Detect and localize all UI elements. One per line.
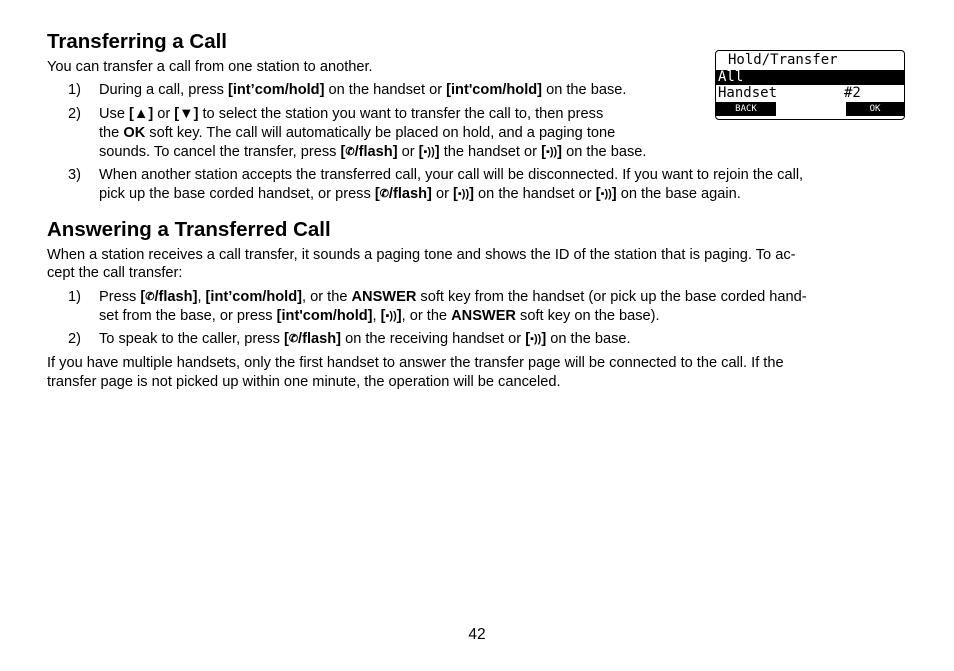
key-speaker — [381, 308, 402, 324]
text: the handset or — [439, 144, 542, 160]
key-label: /flash] — [298, 331, 342, 347]
step-text — [99, 144, 646, 161]
section-intro: When a station receives a call transfer, it sounds a paging tone and shows the ID of the station that is paging. To ac- — [47, 247, 796, 263]
key-talk-flash — [340, 144, 397, 160]
bracket: [ — [374, 186, 380, 202]
text: on the handset or — [473, 186, 596, 202]
speakerphone-icon: ▪)) — [457, 188, 470, 200]
key-talk-flash — [375, 186, 432, 202]
text: set from the base, or press — [99, 308, 277, 324]
text: on the base again. — [616, 186, 741, 202]
step-number: 2) — [68, 106, 81, 122]
bracket: [ — [525, 331, 531, 347]
lcd-title: Hold/Transfer — [728, 52, 838, 68]
step-text — [99, 331, 631, 348]
bracket: [ — [595, 186, 601, 202]
bracket: ] — [611, 186, 617, 202]
step-text — [99, 125, 615, 142]
speakerphone-icon: ▪)) — [545, 146, 558, 158]
bracket: ] — [469, 186, 474, 202]
key-label: /flash] — [354, 144, 398, 160]
step-text — [99, 186, 741, 203]
lcd-row-selected: All — [716, 70, 904, 85]
text: soft key. The call will automatically be placed on hold, and a paging tone — [145, 125, 616, 141]
key-ok: OK — [123, 125, 146, 141]
key-speaker-base — [525, 331, 546, 347]
bracket: [ — [541, 144, 546, 160]
key-label: /flash] — [388, 186, 432, 202]
bracket: ] — [434, 144, 440, 160]
text: or — [431, 186, 453, 202]
down-arrow-icon: [▼] — [174, 106, 199, 122]
speakerphone-icon: ▪)) — [423, 146, 435, 158]
step-text — [99, 308, 660, 325]
phone-handset-icon: ✆ — [345, 146, 355, 158]
step-number: 2) — [68, 331, 81, 347]
text: on the base. — [542, 82, 627, 98]
section-intro: You can transfer a call from one station to another. — [47, 59, 373, 75]
up-arrow-icon: [▲] — [129, 106, 154, 122]
step-text — [99, 106, 603, 123]
step-number: 1) — [68, 82, 81, 98]
softkey-back: BACK — [716, 102, 776, 116]
bracket: [ — [453, 186, 458, 202]
text: soft key on the base). — [515, 308, 660, 324]
text: To speak to the caller, press — [99, 331, 284, 347]
text: on the base. — [546, 331, 631, 347]
key-intcom-hold: [int’com/hold] — [205, 289, 303, 305]
phone-handset-icon: ✆ — [145, 291, 155, 303]
text: or — [153, 106, 175, 122]
text: on the handset or — [324, 82, 447, 98]
key-intcom-hold: [int’com/hold] — [227, 82, 325, 98]
lcd-row-value: #2 — [844, 85, 861, 101]
lcd-row-label: Handset — [718, 85, 778, 101]
speakerphone-icon: ▪)) — [600, 188, 612, 200]
text: on the base. — [562, 144, 647, 160]
key-answer: ANSWER — [451, 308, 516, 324]
section-intro: cept the call transfer: — [47, 265, 183, 281]
phone-handset-icon: ✆ — [288, 333, 299, 345]
text: sounds. To cancel the transfer, press — [99, 144, 341, 160]
phone-handset-icon: ✆ — [379, 188, 389, 200]
section-title-answering: Answering a Transferred Call — [47, 218, 331, 241]
key-answer: ANSWER — [351, 289, 417, 305]
speakerphone-icon: ▪)) — [530, 333, 542, 345]
lcd-display — [715, 50, 905, 120]
page-number: 42 — [468, 626, 486, 643]
bracket: [ — [283, 331, 289, 347]
bracket: ] — [396, 308, 402, 324]
key-talk-flash — [140, 289, 197, 305]
bracket: ] — [557, 144, 563, 160]
text: soft key from the handset (or pick up the base corded hand- — [416, 289, 807, 305]
key-speaker-base — [541, 144, 562, 160]
key-talk-flash — [284, 331, 341, 347]
bracket: [ — [380, 308, 386, 324]
step-text: When another station accepts the transferred call, your call will be disconnected. If you want to rejoin the call, — [99, 167, 804, 183]
speakerphone-icon: ▪)) — [385, 310, 397, 322]
section-outro: transfer page is not picked up within one minute, the operation will be canceled. — [47, 374, 561, 390]
text: During a call, press — [99, 82, 228, 98]
text: Press — [99, 289, 141, 305]
text: , — [197, 289, 206, 305]
text: on the receiving handset or — [341, 331, 526, 347]
text: , — [372, 308, 381, 324]
step-number: 1) — [68, 289, 81, 305]
text: pick up the base corded handset, or press — [99, 186, 375, 202]
text: to select the station you want to transfer the call to, then press — [198, 106, 604, 122]
key-speaker-base — [596, 186, 617, 202]
bracket: [ — [340, 144, 346, 160]
step-text — [99, 82, 626, 99]
bracket: [ — [418, 144, 424, 160]
key-intcom-hold-base: [int'com/hold] — [276, 308, 373, 324]
text: Use — [99, 106, 130, 122]
section-outro: If you have multiple handsets, only the first handset to answer the transfer page will be connected to the call. If the — [47, 355, 784, 371]
key-speaker — [419, 144, 440, 160]
text: or — [397, 144, 419, 160]
key-label: /flash] — [154, 289, 198, 305]
key-intcom-hold-base: [int'com/hold] — [446, 82, 543, 98]
step-number: 3) — [68, 167, 81, 183]
softkey-ok: OK — [846, 102, 904, 116]
step-text — [99, 289, 807, 306]
text: , or the — [302, 289, 352, 305]
text: the — [99, 125, 124, 141]
text: , or the — [401, 308, 452, 324]
lcd-row — [716, 86, 904, 101]
bracket: [ — [140, 289, 146, 305]
key-speaker — [453, 186, 474, 202]
section-title-transferring: Transferring a Call — [47, 30, 228, 53]
bracket: ] — [541, 331, 547, 347]
